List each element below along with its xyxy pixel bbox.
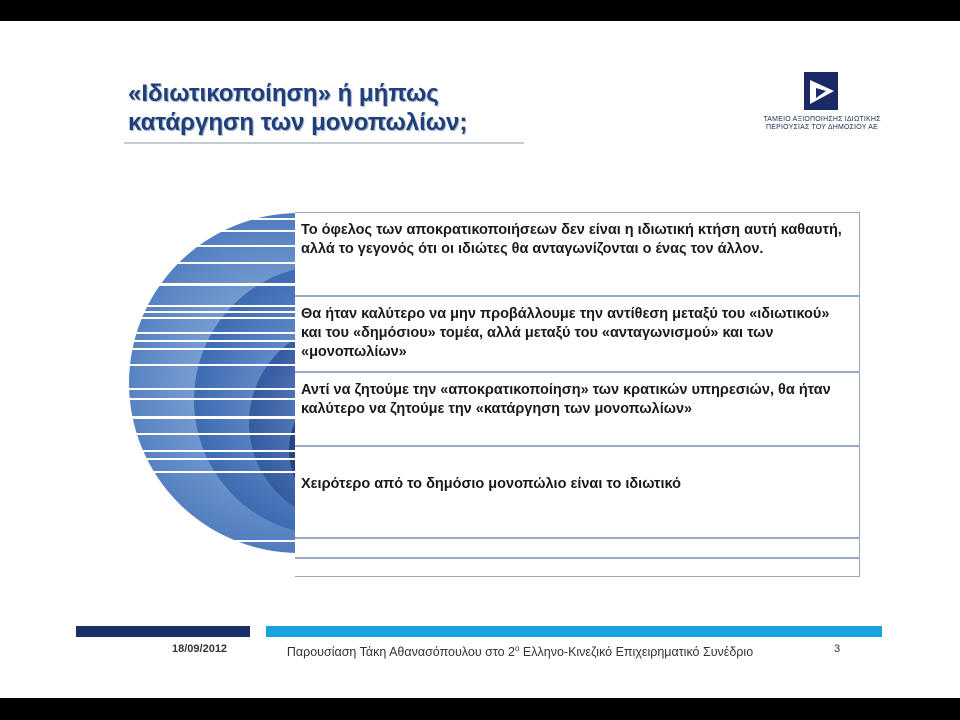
footer-caption-start: Παρουσίαση Τάκη Αθανασόπουλου στο 2 <box>286 645 515 660</box>
footer-date: 18/09/2012 <box>172 643 228 655</box>
footer-bar-dark <box>76 626 250 637</box>
footer-caption <box>280 641 760 667</box>
panel-strip-1 <box>295 538 860 558</box>
panel-2 <box>295 296 860 372</box>
panel-1 <box>295 212 860 296</box>
logo-text-line-1: ΤΑΜΕΙΟ ΑΞΙΟΠΟΙΗΣΗΣ ΙΔΙΩΤΙΚΗΣ <box>763 116 881 123</box>
logo-text <box>752 116 892 132</box>
panel-4 <box>295 446 860 538</box>
footer-caption-end: Ελληνο-Κινεζικό Επιχειρηματικό Συνέδριο <box>519 645 754 660</box>
slide <box>0 21 960 698</box>
footer-bar-light <box>266 626 882 637</box>
logo-mark-icon <box>804 72 838 110</box>
title-line-1: «Ιδιωτικοποίηση» ή μήπως <box>128 80 439 107</box>
panel-3 <box>295 372 860 446</box>
slide-title <box>128 79 688 137</box>
footer-caption-sup: ο <box>514 644 520 653</box>
title-line-2: κατάργηση των μονοπωλίων; <box>128 109 468 136</box>
concentric-diagram <box>129 188 864 581</box>
panel-3-text: Αντί να ζητούμε την «αποκρατικοποίηση» των κρατικών υπηρεσιών, θα ήταν καλύτερο να ζητούμε την «κατάργηση των μονοπωλίων» <box>301 382 831 417</box>
logo-text-line-2: ΠΕΡΙΟΥΣΙΑΣ ΤΟΥ ΔΗΜΟΣΙΟΥ ΑΕ <box>766 124 878 131</box>
panel-1-text: Το όφελος των αποκρατικοποιήσεων δεν είναι η ιδιωτική κτήση αυτή καθαυτή, αλλά το γεγονός ότι οι ιδιώτες θα ανταγωνίζονται ο ένας τον άλλον. <box>301 222 842 257</box>
panel-strip-2 <box>295 558 860 577</box>
panel-4-text: Χειρότερο από το δημόσιο μονοπώλιο είναι το ιδιωτικό <box>301 476 682 492</box>
panel-2-text: Θα ήταν καλύτερο να μην προβάλλουμε την αντίθεση μεταξύ του «ιδιωτικού» και του «δημόσιου» τομέα, αλλά μεταξύ του «ανταγωνισμού» και των «μονοπωλίων» <box>301 306 830 360</box>
taiped-logo <box>752 72 902 142</box>
page-number: 3 <box>834 643 841 655</box>
title-underline <box>124 142 524 144</box>
